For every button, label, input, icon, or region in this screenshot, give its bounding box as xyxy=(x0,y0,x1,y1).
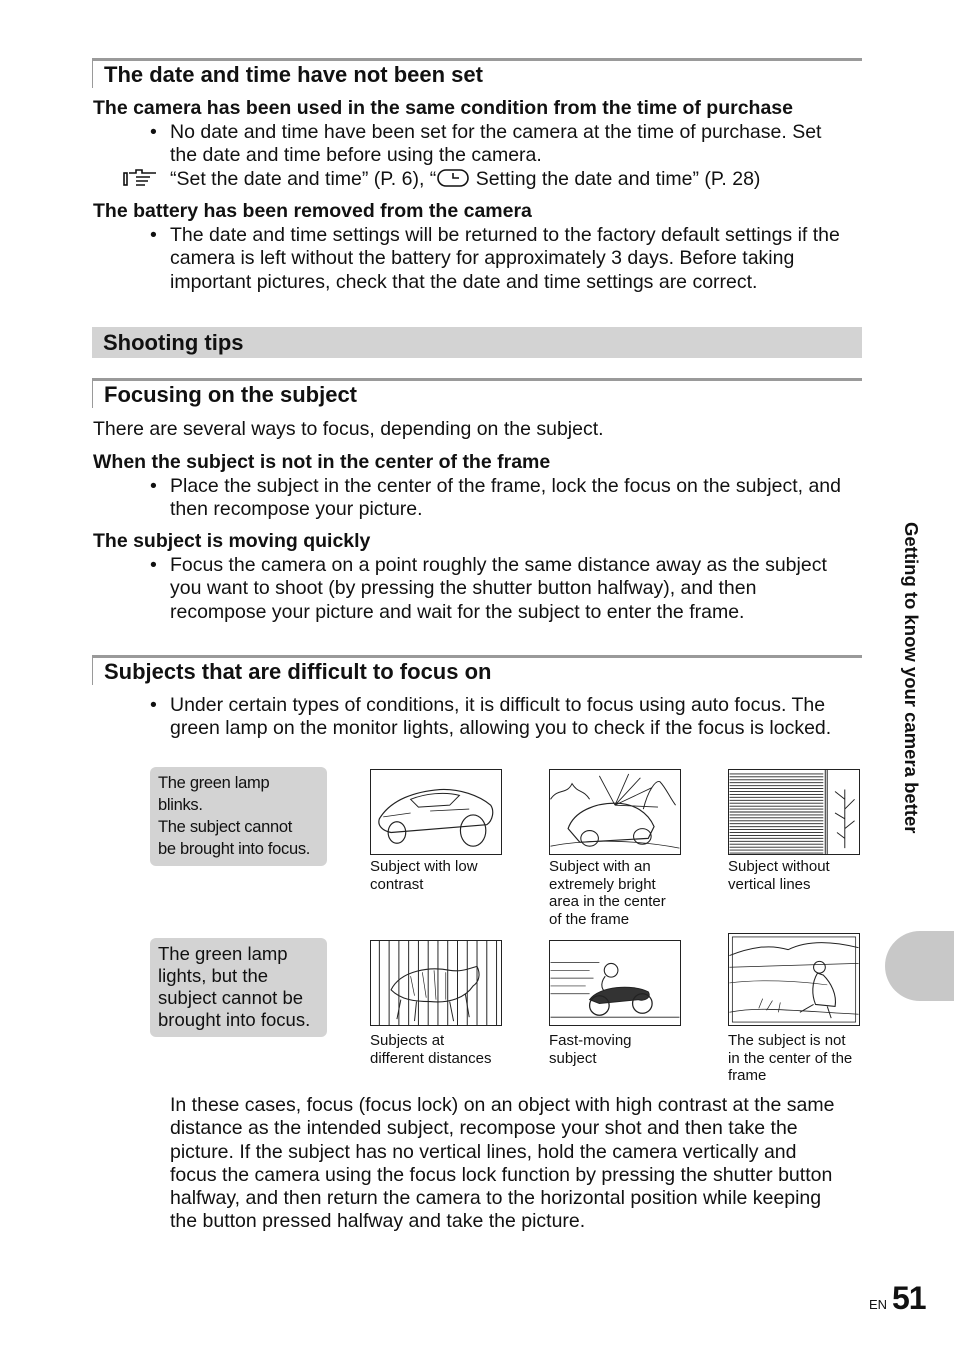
caption-no-vertical-lines: Subject without vertical lines xyxy=(728,858,830,893)
bullet-text: The date and time settings will be returned to the factory default settings if the camera is left without the battery for approximately 3 days. Before taking important pictures, check that the date and time settings are correct. xyxy=(170,224,840,293)
subheading-not-in-center: When the subject is not in the center of the frame xyxy=(93,451,551,473)
subheading-battery-removed: The battery has been removed from the camera xyxy=(93,200,532,222)
caption-fast-moving: Fast-moving subject xyxy=(549,1032,632,1067)
callout-lamp-lights: The green lamp lights, but the subject cannot be brought into focus. xyxy=(150,938,327,1037)
bullet-text: Place the subject in the center of the frame, lock the focus on the subject, and then recompose your picture. xyxy=(170,475,841,521)
bullet-dot: • xyxy=(150,554,157,576)
caption-low-contrast: Subject with low contrast xyxy=(370,858,478,893)
caption-bright-area: Subject with an extremely bright area in the center of the frame xyxy=(549,858,666,928)
shooting-tips-heading: Shooting tips xyxy=(92,327,862,358)
reference-hand-icon xyxy=(122,168,160,195)
section-title: Subjects that are difficult to focus on xyxy=(104,659,492,684)
section-title: Focusing on the subject xyxy=(104,382,358,407)
bullet-text: Under certain types of conditions, it is difficult to focus using auto focus. The green lamp on the monitor lights, allowing you to check if the focus is locked. xyxy=(170,694,832,740)
person-by-lake-sketch-icon xyxy=(728,933,860,1026)
bullet-dot: • xyxy=(150,121,157,143)
car-sketch-icon xyxy=(370,769,502,855)
motorcycle-sketch-icon xyxy=(549,940,681,1026)
subheading-purchase-condition: The camera has been used in the same condition from the time of purchase xyxy=(93,97,794,119)
clock-menu-icon xyxy=(436,168,470,194)
bullet-dot: • xyxy=(150,224,157,246)
page-number: 51 xyxy=(892,1280,926,1316)
focusing-intro: There are several ways to focus, depending on the subject. xyxy=(93,418,604,440)
callout-lamp-blinks: The green lamp blinks. The subject cannot be brought into focus. xyxy=(150,767,327,866)
bullet-dot: • xyxy=(150,475,157,497)
caption-not-in-center: The subject is not in the center of the frame xyxy=(728,1032,853,1084)
chapter-thumb-tab xyxy=(885,931,954,1001)
page-language-label: EN xyxy=(869,1297,888,1312)
section-title: The date and time have not been set xyxy=(104,62,483,87)
reference-line: “Set the date and time” (P. 6), “ Setting the date and time” (P. 28) xyxy=(170,168,760,194)
section-heading-difficult-subjects xyxy=(92,655,862,685)
horizontal-lines-sketch-icon xyxy=(728,769,860,855)
bullet-dot: • xyxy=(150,694,157,716)
closing-paragraph: In these cases, focus (focus lock) on an object with high contrast at the same distance as the intended subject, recompose your shot and then take the picture. If the subject has no vertical lines, hold the camera vertically and focus the camera using the focus lock function by pressing the shutter button halfway, and then return the camera to the horizontal position while keeping the button pressed halfway and take the picture. xyxy=(170,1094,835,1233)
caption-different-distances: Subjects at different distances xyxy=(370,1032,492,1067)
section-heading-focusing xyxy=(92,378,862,408)
section-heading-date-time xyxy=(92,58,862,88)
bullet-text: Focus the camera on a point roughly the same distance away as the subject you want to shoot (by pressing the shutter button halfway), and then recompose your picture and wait for the subject to enter the frame. xyxy=(170,554,827,623)
bright-car-sketch-icon xyxy=(549,769,681,855)
chapter-side-label: Getting to know your camera better xyxy=(901,522,922,834)
tiger-behind-bars-sketch-icon xyxy=(370,940,502,1026)
bullet-text: No date and time have been set for the camera at the time of purchase. Set the date and time before using the camera. xyxy=(170,121,822,167)
subheading-moving-quickly: The subject is moving quickly xyxy=(93,530,371,552)
